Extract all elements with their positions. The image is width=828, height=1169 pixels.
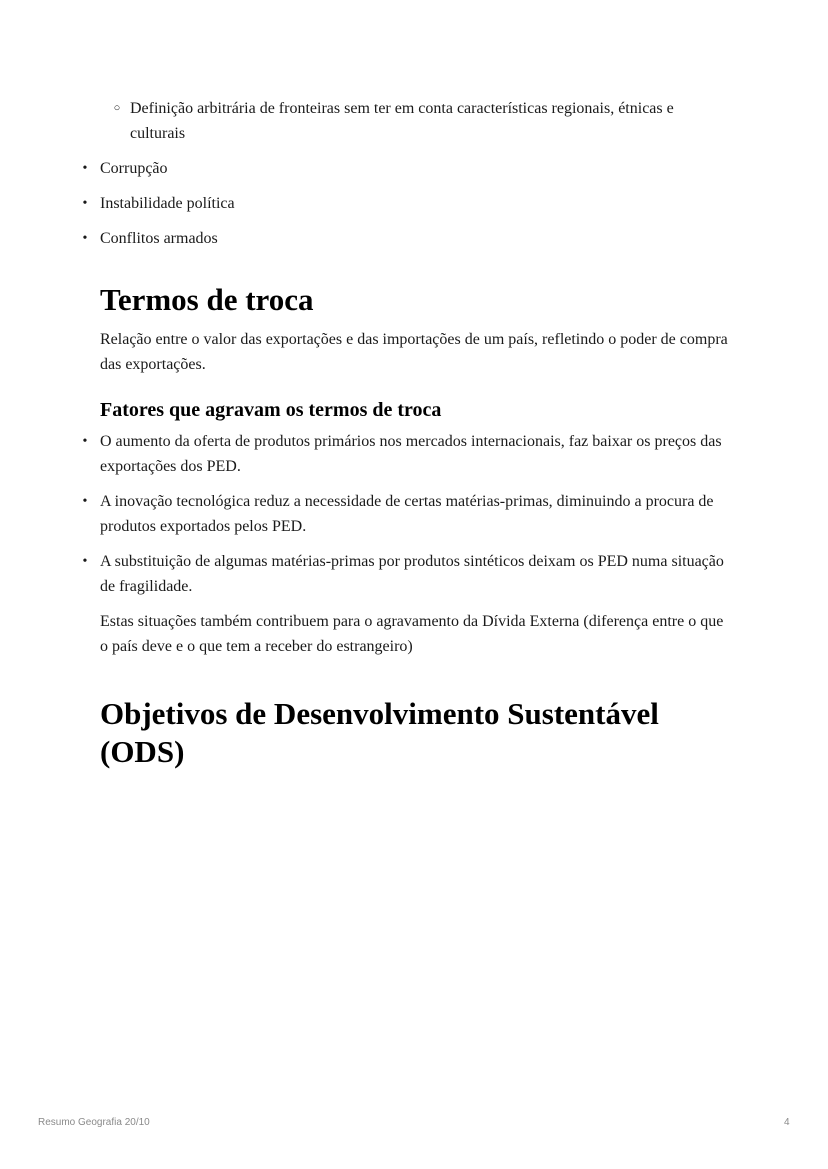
conclusion-paragraph: Estas situações também contribuem para o agravamento da Dívida Externa (diferença entre o que o país deve e o que tem a receber do estrangeiro) [100, 613, 724, 655]
factors-list [70, 429, 730, 599]
list-item: • A inovação tecnológica reduz a necessidade de certas matérias-primas, diminuindo a procura de produtos exportados pelos PED. [70, 489, 730, 539]
bullet-list [70, 156, 730, 251]
section-heading-termos-de-troca: Termos de troca [100, 282, 314, 317]
list-item: • Corrupção [70, 156, 730, 181]
bullet-icon: • [82, 494, 88, 509]
bullet-icon: • [82, 196, 88, 211]
bullet-icon: • [82, 434, 88, 449]
definition-paragraph: Relação entre o valor das exportações e das importações de um país, refletindo o poder de compra das exportações. [100, 331, 728, 373]
bullet-icon: • [82, 231, 88, 246]
hollow-bullet-icon: ○ [113, 102, 121, 114]
list-item: • O aumento da oferta de produtos primários nos mercados internacionais, faz baixar os preços das exportações dos PED. [70, 429, 730, 479]
sub-list [70, 96, 730, 146]
bullet-icon: • [82, 161, 88, 176]
bullet-icon: • [82, 554, 88, 569]
list-item: • Instabilidade política [70, 191, 730, 216]
section-heading-ods: Objetivos de Desenvolvimento Sustentável (ODS) [100, 696, 659, 769]
subheading-factors: Fatores que agravam os termos de troca [100, 399, 442, 421]
page-content [82, 96, 730, 771]
list-item: • Conflitos armados [70, 226, 730, 251]
sub-list-item: ○ Definição arbitrária de fronteiras sem ter em conta características regionais, étnicas e culturais [130, 96, 730, 146]
footer-page-number: 4 [784, 1117, 790, 1128]
footer-title: Resumo Geografia 20/10 [38, 1117, 150, 1128]
list-item: • A substituição de algumas matérias-primas por produtos sintéticos deixam os PED numa situação de fragilidade. [70, 549, 730, 599]
